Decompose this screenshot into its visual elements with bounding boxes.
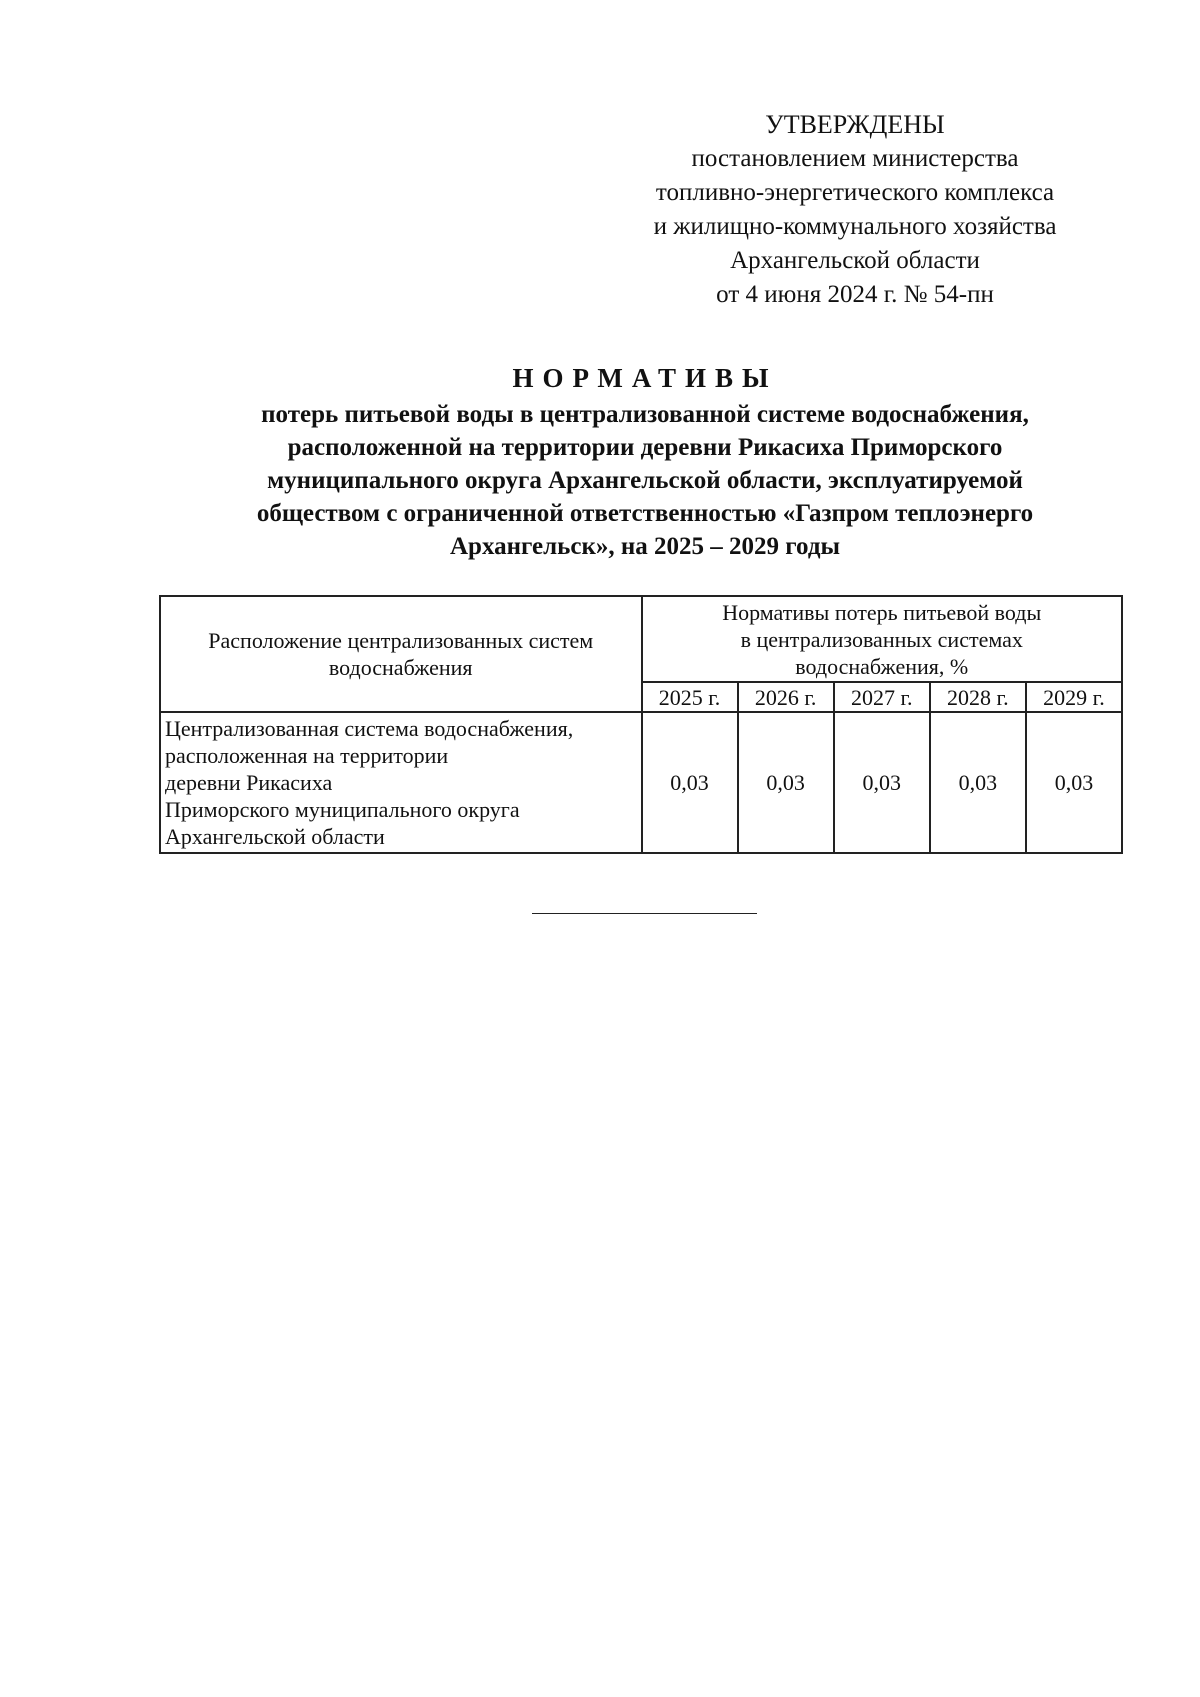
approval-line: от 4 июня 2024 г. № 54-пн [716, 281, 994, 308]
location-column-header: Расположение централизованных систем водоснабжения [160, 596, 642, 712]
table-header-row [160, 596, 1122, 682]
norms-table [159, 595, 1123, 854]
location-cell: Централизованная система водоснабжения, расположенная на территории деревни Рикасиха Приморского муниципального округа Архангельской области [160, 712, 642, 853]
norms-column-group-header: Нормативы потерь питьевой воды в централизованных системах водоснабжения, % [642, 596, 1123, 682]
value-cell: 0,03 [738, 712, 834, 853]
value-cell: 0,03 [642, 712, 738, 853]
title-subtitle-line: муниципального округа Архангельской области, эксплуатируемой [267, 467, 1023, 494]
title-subtitle-line: обществом с ограниченной ответственностью «Газпром теплоэнерго [256, 500, 1034, 527]
end-of-document-rule [532, 913, 757, 914]
title-subtitle-line: расположенной на территории деревни Рикасиха Приморского [287, 434, 1003, 461]
approval-stamp [620, 108, 1090, 312]
year-header: 2026 г. [738, 682, 834, 712]
value-cell: 0,03 [1026, 712, 1122, 853]
year-header: 2025 г. [642, 682, 738, 712]
table-row [160, 712, 1122, 853]
title-subtitle-line: Архангельск», на 2025 – 2029 годы [450, 533, 840, 560]
approval-line: и жилищно-коммунального хозяйства [653, 213, 1057, 240]
approval-line: постановлением министерства [691, 145, 1019, 172]
approval-line: Архангельской области [730, 247, 980, 274]
value-cell: 0,03 [834, 712, 930, 853]
title-subtitle-line: потерь питьевой воды в централизованной системе водоснабжения, [261, 401, 1029, 428]
year-header: 2029 г. [1026, 682, 1122, 712]
value-cell: 0,03 [930, 712, 1026, 853]
year-header: 2027 г. [834, 682, 930, 712]
title-main: НОРМАТИВЫ [512, 363, 778, 393]
year-header: 2028 г. [930, 682, 1026, 712]
approval-line: топливно-энергетического комплекса [655, 179, 1055, 206]
document-title [150, 360, 1140, 563]
approval-heading: УТВЕРЖДЕНЫ [765, 110, 945, 139]
